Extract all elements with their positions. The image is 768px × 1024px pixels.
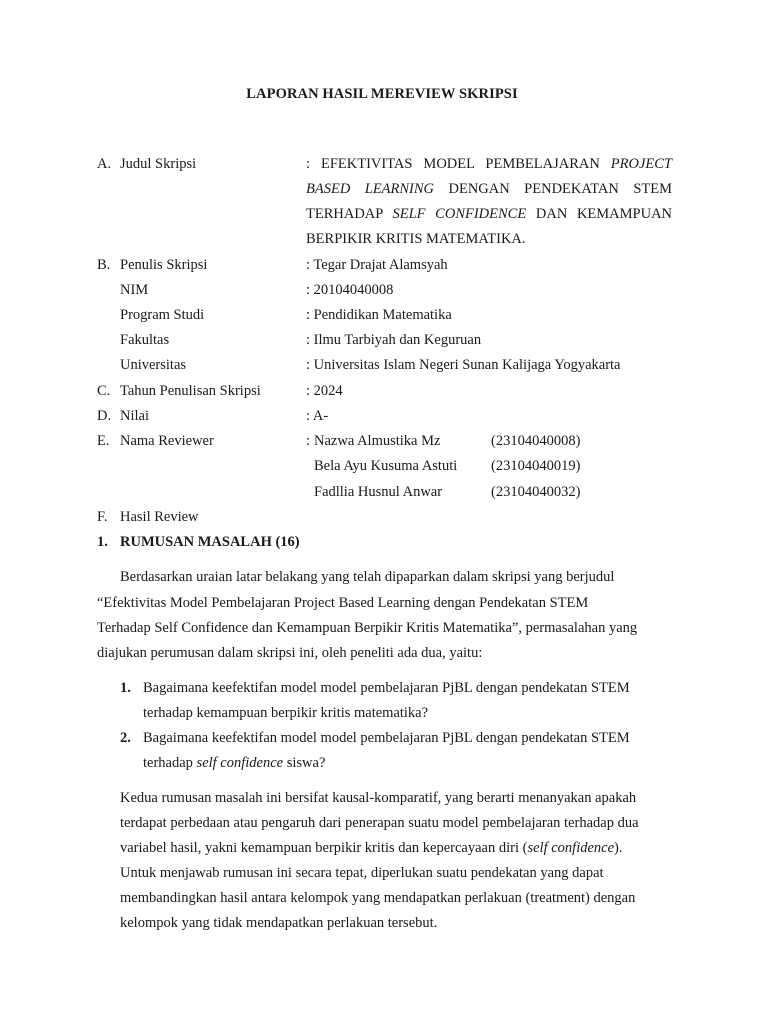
section-heading: RUMUSAN MASALAH (16) bbox=[120, 534, 300, 550]
reviewer-name-3: Fadllia Husnul Anwar bbox=[314, 484, 443, 500]
hasil-label: Hasil Review bbox=[120, 509, 199, 525]
reviewer-nim-2: (23104040019) bbox=[491, 458, 581, 474]
nim-label: NIM bbox=[120, 282, 149, 298]
question-2-line-2: terhadap self confidence siswa? bbox=[143, 755, 326, 771]
analysis-line-6: kelompok yang tidak mendapatkan perlakuan tersebut. bbox=[120, 915, 438, 931]
judul-line-1: : EFEKTIVITAS MODEL PEMBELAJARAN PROJECT bbox=[306, 156, 672, 172]
intro-line-3: Terhadap Self Confidence dan Kemampuan Berpikir Kritis Matematika”, permasalahan yang bbox=[97, 620, 638, 636]
reviewer-nim-1: (23104040008) bbox=[491, 433, 581, 449]
reviewer-nim-3: (23104040032) bbox=[491, 484, 581, 500]
reviewer-label: Nama Reviewer bbox=[120, 433, 214, 449]
nilai-value: : A- bbox=[306, 408, 329, 424]
reviewer-name-1: Nazwa Almustika Mz bbox=[314, 433, 441, 449]
reviewer-colon: : bbox=[306, 433, 311, 449]
reviewer-name-2: Bela Ayu Kusuma Astuti bbox=[314, 458, 458, 474]
intro-line-2: “Efektivitas Model Pembelajaran Project Based Learning dengan Pendekatan STEM bbox=[97, 595, 589, 611]
penulis-value: : Tegar Drajat Alamsyah bbox=[306, 257, 448, 273]
tahun-value: : 2024 bbox=[306, 383, 343, 399]
fakultas-label: Fakultas bbox=[120, 332, 170, 348]
question-number-1: 1. bbox=[120, 680, 131, 696]
universitas-label: Universitas bbox=[120, 357, 187, 373]
tahun-label: Tahun Penulisan Skripsi bbox=[120, 383, 261, 399]
item-letter-f: F. bbox=[97, 509, 108, 525]
nilai-label: Nilai bbox=[120, 408, 149, 424]
prodi-value: : Pendidikan Matematika bbox=[306, 307, 452, 323]
intro-line-4: diajukan perumusan dalam skripsi ini, oleh peneliti ada dua, yaitu: bbox=[97, 645, 483, 661]
judul-line-3: TERHADAP SELF CONFIDENCE DAN KEMAMPUAN bbox=[306, 206, 673, 222]
analysis-line-2: terdapat perbedaan atau pengaruh dari penerapan suatu model pembelajaran terhadap dua bbox=[120, 815, 639, 831]
question-2-line-1: Bagaimana keefektifan model model pembelajaran PjBL dengan pendekatan STEM bbox=[143, 730, 630, 746]
item-letter-e: E. bbox=[97, 433, 110, 449]
judul-line-2: BASED LEARNING DENGAN PENDEKATAN STEM bbox=[306, 181, 672, 197]
question-1-line-2: terhadap kemampuan berpikir kritis matematika? bbox=[143, 705, 429, 721]
fakultas-value: : Ilmu Tarbiyah dan Keguruan bbox=[306, 332, 482, 348]
nim-value: : 20104040008 bbox=[306, 282, 394, 298]
item-letter-d: D. bbox=[97, 408, 112, 424]
analysis-line-5: membandingkan hasil antara kelompok yang mendapatkan perlakuan (treatment) dengan bbox=[120, 890, 636, 906]
analysis-line-3: variabel hasil, yakni kemampuan berpikir kritis dan kepercayaan diri (self confidence). bbox=[120, 840, 623, 856]
judul-label: Judul Skripsi bbox=[120, 156, 197, 172]
judul-line-4: BERPIKIR KRITIS MATEMATIKA. bbox=[306, 231, 526, 247]
universitas-value: : Universitas Islam Negeri Sunan Kalijaga Yogyakarta bbox=[306, 357, 621, 373]
question-number-2: 2. bbox=[120, 730, 131, 746]
item-letter-c: C. bbox=[97, 383, 111, 399]
section-number: 1. bbox=[97, 534, 108, 550]
analysis-line-4: Untuk menjawab rumusan ini secara tepat, diperlukan suatu pendekatan yang dapat bbox=[120, 865, 604, 881]
item-letter-b: B. bbox=[97, 257, 111, 273]
question-1-line-1: Bagaimana keefektifan model model pembelajaran PjBL dengan pendekatan STEM bbox=[143, 680, 630, 696]
penulis-label: Penulis Skripsi bbox=[120, 257, 208, 273]
analysis-line-1: Kedua rumusan masalah ini bersifat kausal-komparatif, yang berarti menanyakan apakah bbox=[120, 790, 637, 806]
page-title: LAPORAN HASIL MEREVIEW SKRIPSI bbox=[246, 86, 518, 102]
item-letter-a: A. bbox=[97, 156, 112, 172]
intro-line-1: Berdasarkan uraian latar belakang yang telah dipaparkan dalam skripsi yang berjudul bbox=[120, 569, 615, 585]
prodi-label: Program Studi bbox=[120, 307, 205, 323]
